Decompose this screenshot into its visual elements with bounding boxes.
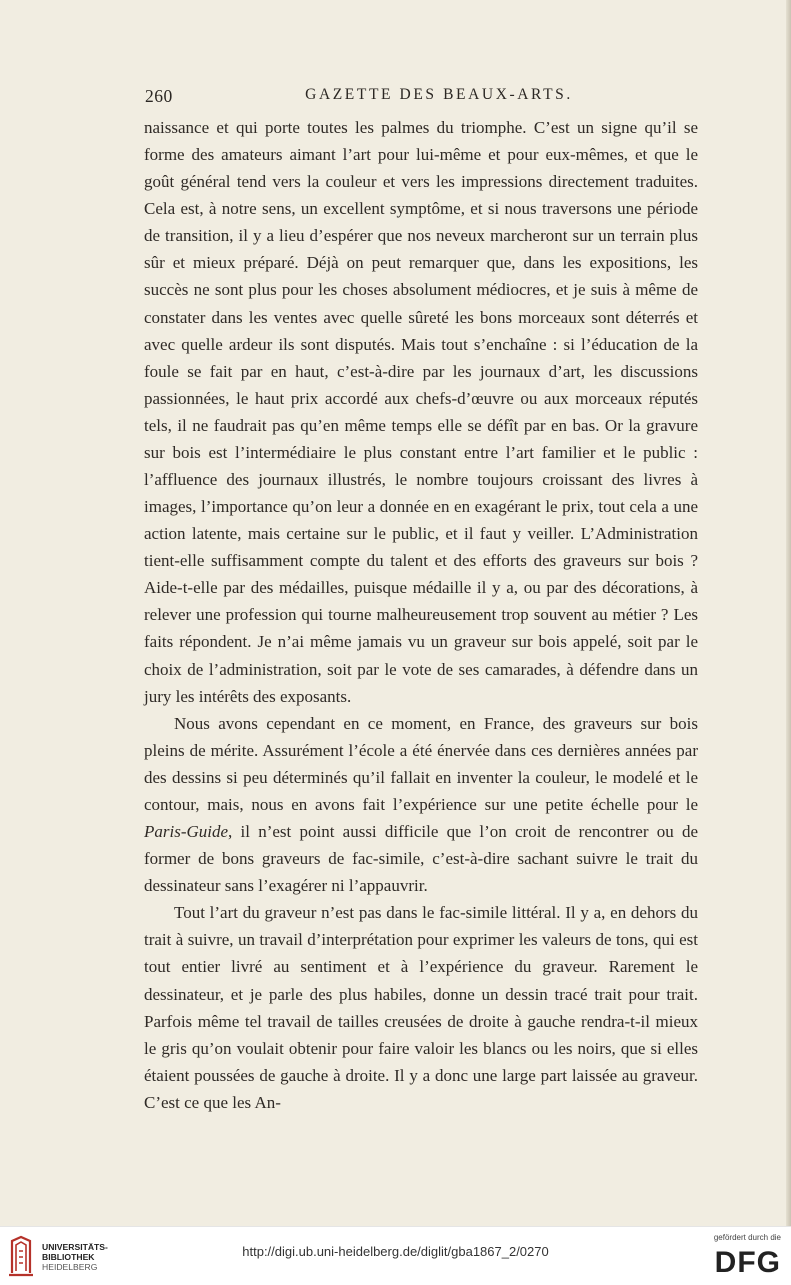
paragraph-text: Tout l’art du graveur n’est pas dans le fac-simile littéral. Il y a, en dehors du trait à suivre, un travail d’interprétation pour exprimer les valeurs de tons, qui est tout entier livré au sentiment et à l’expérience du graveur. Rarement le dessinateur, et je parle des plus habiles, donne un dessin tracé trait pour trait. Parfois même tel travail de tailles creusées de droite à gauche rendra-t-il mieux le gris qu’on voulait obtenir pour faire valoir les blancs ou les noirs, que si elles étaient poussées de gauche à droite. Il y a donc une large part laissée au graveur. C’est ce que les An- <box>144 903 698 1112</box>
library-name-line3: HEIDELBERG <box>42 1262 98 1272</box>
page-edge <box>786 0 791 1226</box>
body-text <box>144 114 698 1116</box>
paragraph-1 <box>144 114 698 710</box>
paragraph-text: , il n’est point aussi difficile que l’on croit de rencontrer ou de former de bons graveurs de fac-simile, c’est-à-dire sachant suivre le trait du dessinateur sans l’exagérer ni l’appauvrir. <box>144 822 698 896</box>
footer-bar <box>0 1226 791 1285</box>
page-number: 260 <box>145 86 173 106</box>
paragraph-text: naissance et qui porte toutes les palmes du triomphe. C’est un signe qu’il se forme des amateurs aimant l’art pour lui-même et pour eux-mêmes, et que le goût général tend vers la couleur et vers les impressions directement traduites. Cela est, à notre sens, un excellent symptôme, et si nous traversons une période de transition, il y a lieu d’espérer que nos neveux marcheront sur un terrain plus sûr et mieux préparé. Déjà on peut remarquer que, dans les expositions, les succès ne sont plus pour les choses absolument médiocres, et je suis à même de constater dans les ventes avec quelle sûreté les bons morceaux sont déterrés et avec quelle ardeur ils sont disputés. Mais tout s’enchaîne : si l’éducation de la foule se fait par en haut, c’est-à-dire par les journaux d’art, les discussions passionnées, le haut prix accordé aux chefs-d’œuvre ou aux morceaux réputés tels, il ne faudrait pas qu’en même temps elle se défît par en bas. Or la gravure sur bois est l’intermédiaire le plus constant entre l’art familier et le public : l’affluence des journaux illustrés, le nombre toujours croissant des livres à images, l’importance qu’on leur a donnée en en exagérant le prix, tout cela a une action latente, mais certaine sur le public, et il faut y veiller. L’Administration tient-elle suffisamment compte du talent et des efforts des graveurs sur bois ? Aide-t-elle par des médailles, puisque médaille il y a, ou par des décorations, à relever une profession qui tourne malheureusement trop souvent au métier ? Les faits répondent. Je n’ai même jamais vu un graveur sur bois appelé, soit par le choix de l’administration, soit par le vote de ses camarades, à défendre dans un jury les intérêts des exposants. <box>144 118 698 706</box>
library-name-line1: UNIVERSITÄTS- <box>42 1242 108 1252</box>
paragraph-text: Nous avons cependant en ce moment, en France, des graveurs sur bois pleins de mérite. Assurément l’école a été énervée dans ces dernières années par des dessins si peu déterminés qu’il fallait en inventer la couleur, le modelé et le contour, mais, nous en avons fait l’expérience sur une petite échelle pour le <box>144 713 698 814</box>
journal-title: GAZETTE DES BEAUX-ARTS. <box>305 86 573 103</box>
funding-note: gefördert durch die <box>713 1233 781 1242</box>
paragraph-2 <box>144 710 698 900</box>
permalink-url[interactable]: http://digi.ub.uni-heidelberg.de/diglit/gba1867_2/0270 <box>242 1244 549 1259</box>
running-head <box>145 86 697 108</box>
library-name-line2: BIBLIOTHEK <box>42 1252 95 1262</box>
dfg-logo: DFG <box>714 1246 781 1279</box>
italic-title: Paris-Guide <box>144 822 229 842</box>
paragraph-3 <box>144 899 698 1116</box>
